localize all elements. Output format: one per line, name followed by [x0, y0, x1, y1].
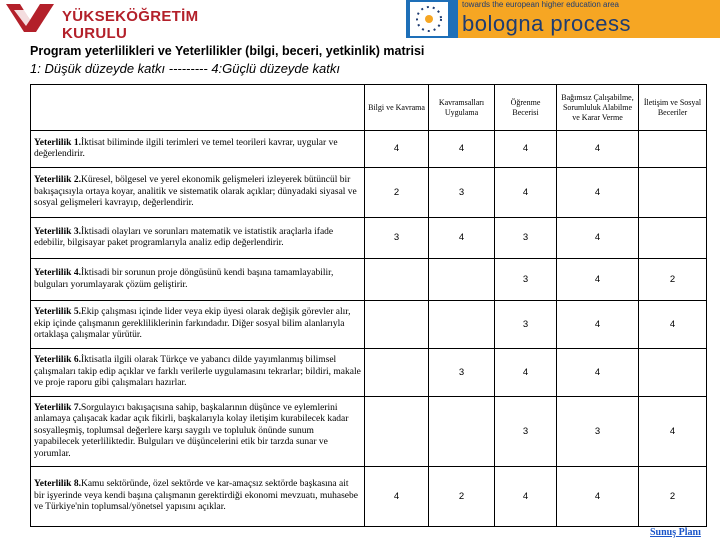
outcome-label: Yeterlilik 8.	[34, 479, 81, 490]
score-cell: 3	[495, 301, 557, 349]
bologna-banner	[406, 0, 720, 38]
table-row	[31, 131, 707, 168]
score-cell: 4	[557, 168, 639, 218]
score-cell: 4	[495, 349, 557, 397]
page-title: Program yeterlilikleri ve Yeterlilikler (bilgi, beceri, yetkinlik) matrisi	[30, 44, 425, 58]
table-row	[31, 259, 707, 301]
column-header: İletişim ve Sosyal Beceriler	[639, 85, 707, 131]
yok-logo-text: YÜKSEKÖĞRETİM KURULU	[62, 8, 199, 42]
outcome-text: Sorgulayıcı bakışaçısına sahip, başkalarının düşünce ve eylemlerini anlamaya çalışacak kadar açık fikirli, başkalarıyla kolay iletişim kurabilecek kadar sosyalleşmiş, toplumsal değerlere karşı saygılı ve topluluk önünde sunum yapabilecek yeterliliktedir. Bulguları ve düşüncelerini etik bir tarzda sunar ve yorumlar.	[34, 402, 349, 459]
outcome-label: Yeterlilik 3.	[34, 226, 81, 237]
qualifications-matrix	[30, 84, 707, 527]
outcome-cell	[31, 467, 365, 527]
score-cell: 2	[429, 467, 495, 527]
score-cell: 2	[639, 259, 707, 301]
score-cell: 4	[429, 131, 495, 168]
score-cell: 3	[557, 397, 639, 467]
score-cell: 3	[365, 218, 429, 259]
bologna-tagline: towards the european higher education area	[458, 0, 720, 10]
score-cell	[639, 131, 707, 168]
score-cell: 4	[365, 467, 429, 527]
score-cell: 4	[639, 301, 707, 349]
scale-legend: 1: Düşük düzeyde katkı --------- 4:Güçlü düzeyde katkı	[30, 61, 340, 76]
score-cell: 4	[365, 131, 429, 168]
table-row	[31, 397, 707, 467]
table-row	[31, 301, 707, 349]
outcome-cell	[31, 259, 365, 301]
outcome-cell	[31, 397, 365, 467]
outcome-cell	[31, 218, 365, 259]
outcome-label: Yeterlilik 2.	[34, 175, 81, 186]
yok-emblem-icon	[2, 2, 58, 36]
outcome-label: Yeterlilik 5.	[34, 307, 81, 318]
yok-logo	[2, 2, 222, 42]
score-cell: 3	[429, 349, 495, 397]
bologna-name: bologna process	[458, 10, 720, 38]
score-cell: 4	[639, 397, 707, 467]
score-cell	[429, 301, 495, 349]
score-cell	[365, 349, 429, 397]
score-cell: 4	[429, 218, 495, 259]
outcome-cell	[31, 301, 365, 349]
outcome-label: Yeterlilik 7.	[34, 402, 81, 413]
score-cell: 4	[557, 131, 639, 168]
score-cell: 4	[495, 131, 557, 168]
presentation-plan-link[interactable]: Sunuş Planı	[650, 527, 701, 538]
eu-stars-icon	[410, 2, 448, 36]
score-cell	[639, 349, 707, 397]
outcome-cell	[31, 131, 365, 168]
score-cell: 4	[495, 467, 557, 527]
score-cell: 2	[365, 168, 429, 218]
column-header: Bilgi ve Kavrama	[365, 85, 429, 131]
table-row	[31, 349, 707, 397]
outcome-cell	[31, 349, 365, 397]
score-cell: 4	[557, 259, 639, 301]
score-cell: 4	[557, 218, 639, 259]
outcome-text: Ekip çalışması içinde lider veya ekip üyesi olarak değişik görevler alır, ekip içinde çalışmanın gerekliliklerinin farkındadır. Diğer sosyal bilim alanlarıyla ortaklaşa çalışmalar yürütür.	[34, 307, 351, 341]
outcome-text: İktisadi bir sorunun proje döngüsünü kendi başına tamamlayabilir, bulguları yorumlayarak çözüm geliştirir.	[34, 268, 334, 290]
score-cell	[639, 168, 707, 218]
outcome-label: Yeterlilik 6.	[34, 355, 81, 366]
outcome-text: İktisadi olayları ve sorunları matematik ve istatistik araçlarla ifade edebilir, bilgisayar paket programlarıyla analiz edip değerlendirir.	[34, 226, 334, 248]
score-cell: 3	[429, 168, 495, 218]
outcome-text: İktisat biliminde ilgili terimleri ve temel teorileri kavrar, uygular ve değerlendirir.	[34, 137, 338, 159]
header-banner	[0, 0, 720, 40]
outcome-text: İktisatla ilgili olarak Türkçe ve yabancı dilde yayımlanmış bilimsel çalışmaları takip edip açıklar ve farklı verilerle uygulamasını tekrarlar; bildiri, makale ve proje raporu gibi çalışmaları hazırlar.	[34, 355, 361, 389]
table-row	[31, 218, 707, 259]
score-cell	[365, 301, 429, 349]
column-header: Öğrenme Becerisi	[495, 85, 557, 131]
score-cell: 2	[639, 467, 707, 527]
outcome-label: Yeterlilik 4.	[34, 268, 81, 278]
outcome-label: Yeterlilik 1.	[34, 137, 81, 148]
column-header: Bağımsız Çalışabilme, Sorumluluk Alabilme ve Karar Verme	[557, 85, 639, 131]
outcome-cell	[31, 168, 365, 218]
score-cell: 3	[495, 259, 557, 301]
score-cell	[639, 218, 707, 259]
header-corner	[31, 85, 365, 131]
score-cell: 3	[495, 218, 557, 259]
score-cell	[365, 259, 429, 301]
score-cell: 4	[557, 301, 639, 349]
score-cell	[429, 397, 495, 467]
table-row	[31, 168, 707, 218]
score-cell: 4	[495, 168, 557, 218]
column-header: Kavramsalları Uygulama	[429, 85, 495, 131]
outcome-text: Kamu sektöründe, özel sektörde ve kar-amaçsız sektörde başkasına ait bir işyerinde veya kendi başına çalışmanın gerektirdiği ekonomi mevzuatı, muhasebe ve Türkiye'nin toplumsal/yönetsel yapısını açıklar.	[34, 479, 358, 513]
score-cell	[429, 259, 495, 301]
score-cell	[365, 397, 429, 467]
score-cell: 4	[557, 349, 639, 397]
header-row	[31, 85, 707, 131]
score-cell: 3	[495, 397, 557, 467]
score-cell: 4	[557, 467, 639, 527]
outcome-text: Küresel, bölgesel ve yerel ekonomik gelişmeleri izleyerek bütüncül bir bakışaçısıyla ortaya koyar, analitik ve sistematik olarak açıklar; dünyadaki siyasal ve sosyal gelişmeleri kavrayıp, değerlendirir.	[34, 175, 357, 209]
table-row	[31, 467, 707, 527]
